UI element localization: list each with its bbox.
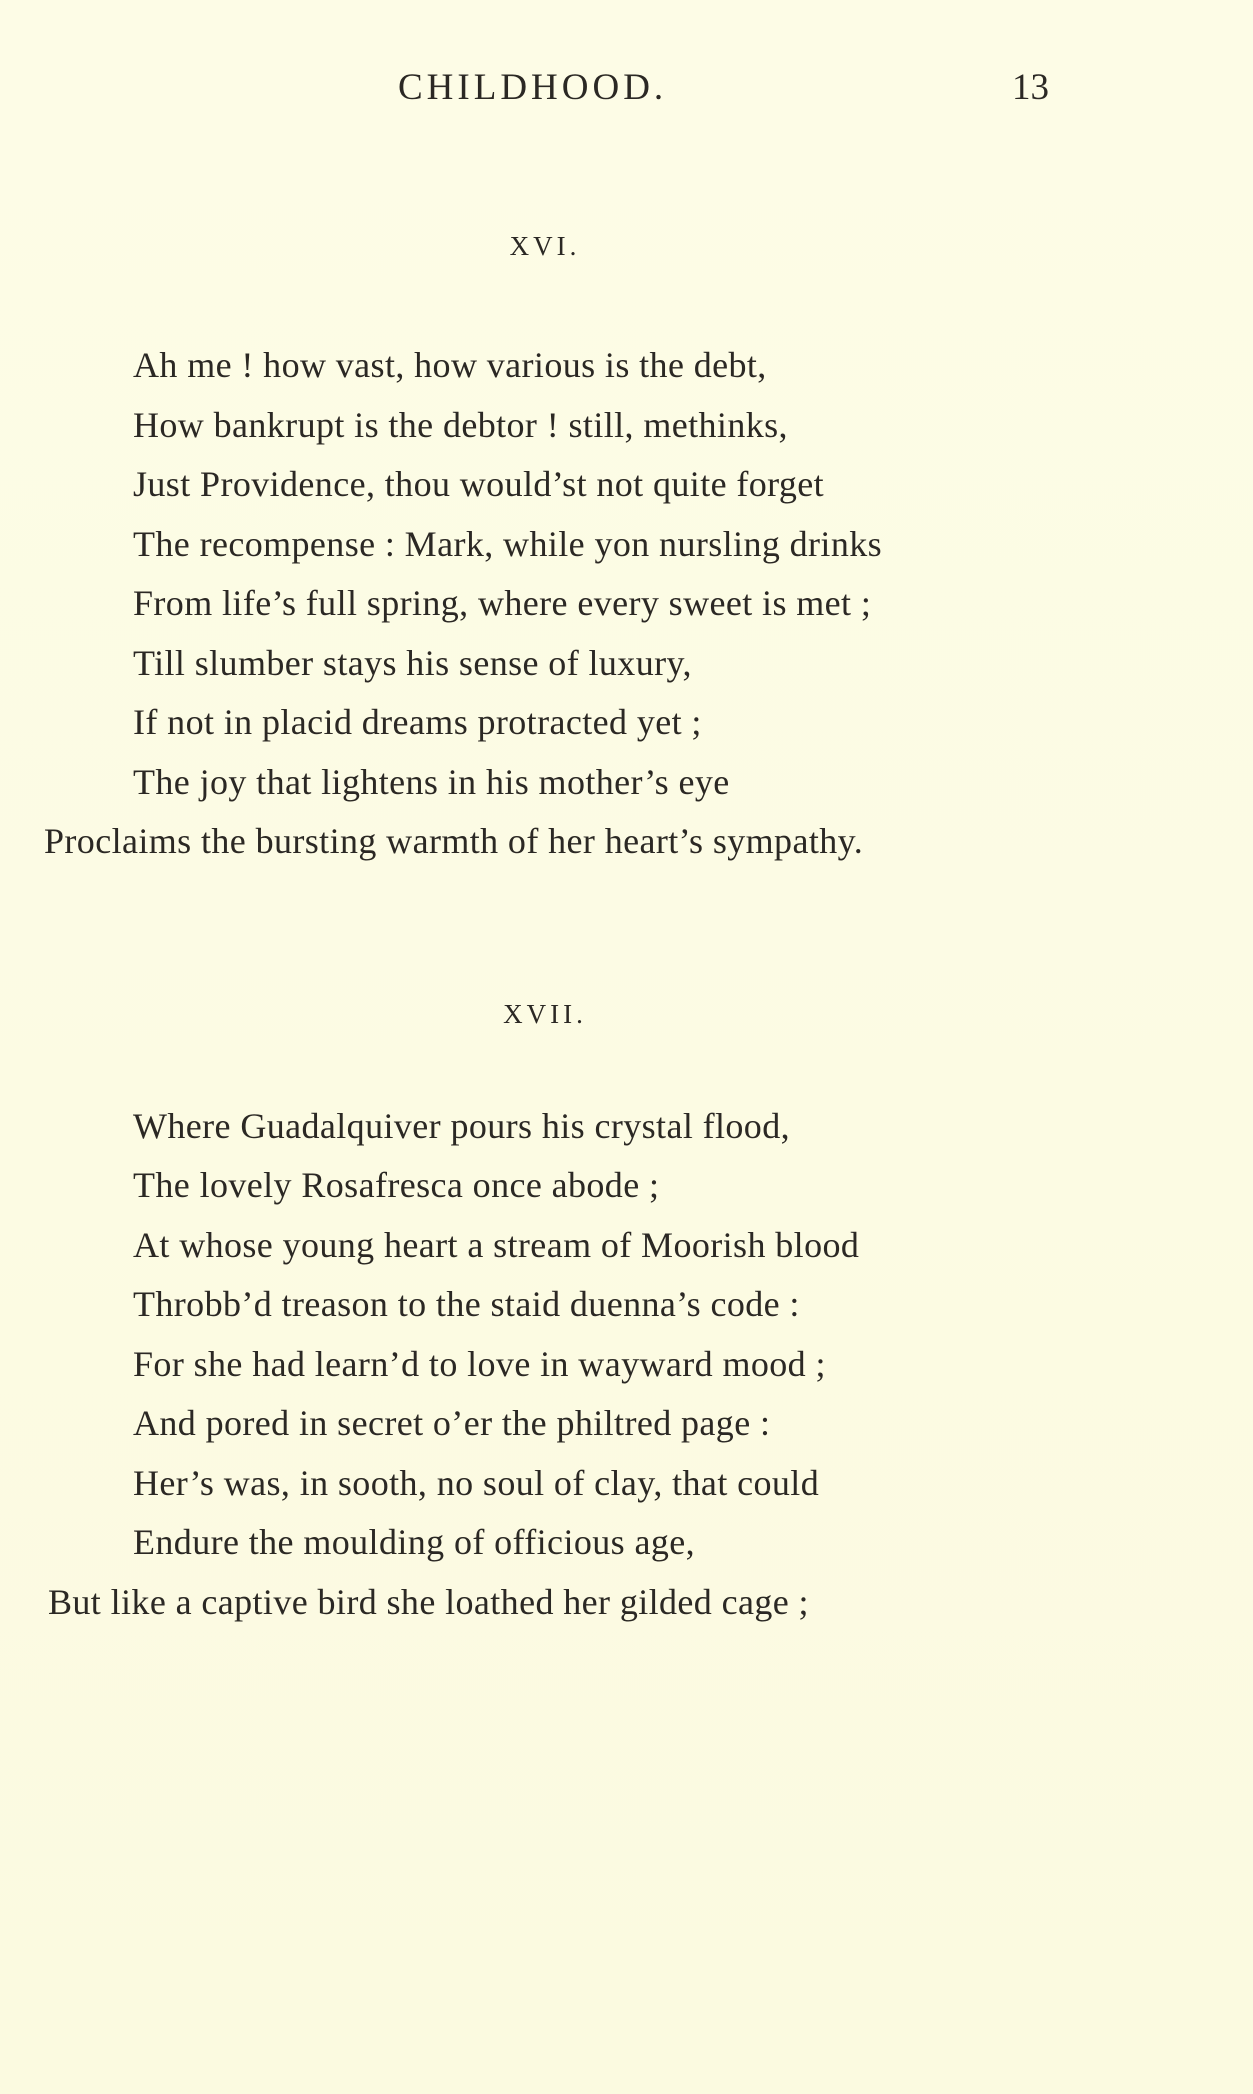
verse-line: Just Providence, thou would’st not quite forget [133,464,825,504]
running-title: CHILDHOOD. [398,67,668,108]
verse-line: The recompense : Mark, while yon nursling drinks [133,524,883,564]
verse-line: Her’s was, in sooth, no soul of clay, that could [133,1463,820,1503]
verse-line: Endure the moulding of officious age, [133,1522,696,1562]
verse-line: For she had learn’d to love in wayward mood ; [133,1344,826,1384]
verse-line: From life’s full spring, where every sweet is met ; [133,583,872,623]
verse-line: How bankrupt is the debtor ! still, methinks, [133,405,788,445]
verse-line: Throbb’d treason to the staid duenna’s code : [133,1284,800,1324]
page-number: 13 [1012,67,1049,108]
verse-line: But like a captive bird she loathed her gilded cage ; [48,1582,809,1622]
verse-line: Till slumber stays his sense of luxury, [133,643,692,683]
verse-line: Ah me ! how vast, how various is the debt, [133,345,767,385]
running-head [0,62,1253,114]
verse-line: Where Guadalquiver pours his crystal flood, [133,1106,791,1146]
verse-line: If not in placid dreams protracted yet ; [133,702,702,742]
verse-line: At whose young heart a stream of Moorish blood [133,1225,860,1265]
verse-line: Proclaims the bursting warmth of her heart’s sympathy. [44,821,864,861]
stanza-number-xvi: XVI. [509,231,581,261]
verse-line: And pored in secret o’er the philtred page : [133,1403,771,1443]
verse-line: The lovely Rosafresca once abode ; [133,1165,660,1205]
verse-line: The joy that lightens in his mother’s eye [133,762,730,802]
stanza-number-xvii: XVII. [503,999,587,1029]
